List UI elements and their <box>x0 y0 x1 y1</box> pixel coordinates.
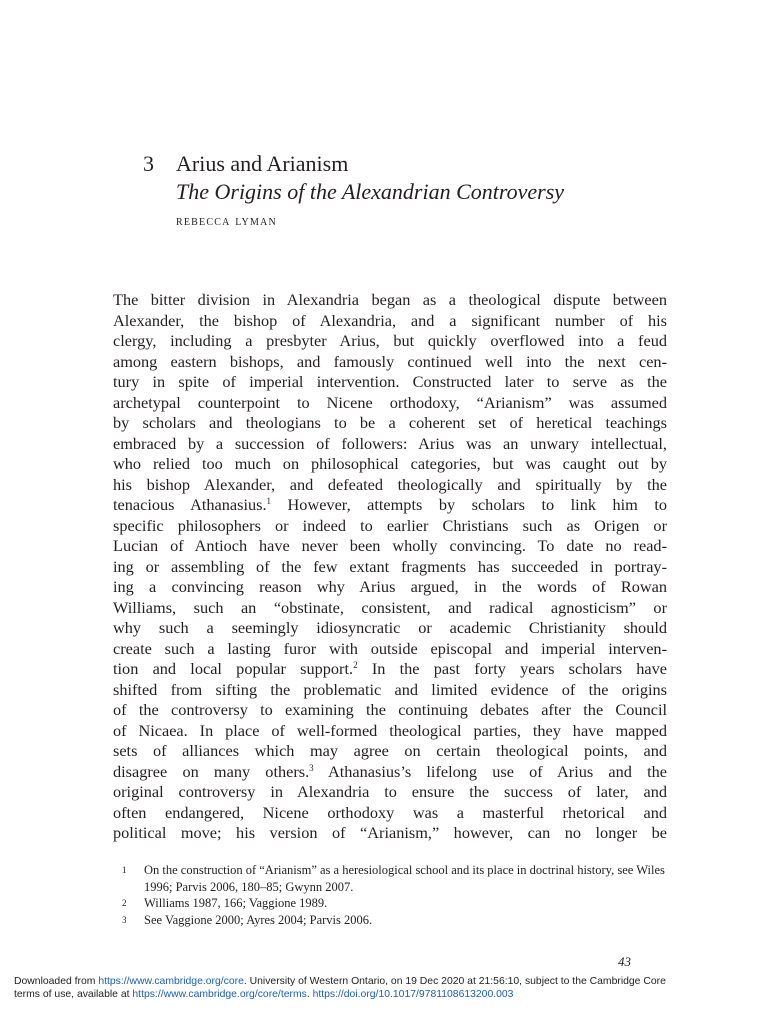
body-text-span: In the past forty years scholars have <box>357 659 667 678</box>
body-line: archetypal counterpoint to Nicene orthodoxy, “Arianism” was assumed <box>113 392 667 412</box>
body-line: among eastern bishops, and famously continued well into the next cen- <box>113 351 667 371</box>
footnote <box>122 862 668 895</box>
body-line: original controversy in Alexandria to ensure the success of later, and <box>113 782 667 801</box>
body-line: Lucian of Antioch have never been wholly convincing. To date no read- <box>113 536 667 555</box>
body-line: Alexander, the bishop of Alexandria, and a significant number of his <box>113 310 667 330</box>
body-line: his bishop Alexander, and defeated theologically and spiritually by the <box>113 474 667 494</box>
body-line: sets of alliances which may agree on certain theological points, and <box>113 741 667 760</box>
body-line: embraced by a succession of followers: Arius was an unwary intellectual, <box>113 433 667 453</box>
footnote-number: 3 <box>122 914 127 925</box>
download-prefix: Downloaded from <box>14 976 99 987</box>
body-line: specific philosophers or indeed to earlier Christians such as Origen or <box>113 515 667 535</box>
body-line: often endangered, Nicene orthodoxy was a masterful rhetorical and <box>113 802 667 822</box>
footnote-text: On the construction of “Arianism” as a heresiological school and its place in doctrinal history, see Wiles 1996; Parvis 2006, 180–85; Gwynn 2007. <box>144 863 665 894</box>
separator: . <box>306 989 313 1000</box>
body-line: tury in spite of imperial intervention. Constructed later to serve as the <box>113 372 667 391</box>
body-text-span: disagree on many others. <box>113 761 310 781</box>
footnotes <box>122 862 668 928</box>
body-line: ing or assembling of the few extant fragments has succeeded in portray- <box>113 556 667 576</box>
footnote-number: 2 <box>122 898 127 908</box>
terms-prefix: terms of use, available at <box>14 989 133 1000</box>
footnote <box>122 895 668 912</box>
chapter-subtitle: The Origins of the Alexandrian Controversy <box>176 179 565 204</box>
body-line: by scholars and theologians to be a coherent set of heretical teachings <box>113 413 667 432</box>
body-text-span: tion and local popular support. <box>113 659 354 678</box>
body-line: create such a lasting furor with outside episcopal and imperial interven- <box>113 638 667 658</box>
terms-link[interactable]: https://www.cambridge.org/core/terms <box>132 989 307 1000</box>
download-mid-text: . University of Western Ontario, on 19 Dec 2020 at 21:56:10, subject to the Cambridge Core <box>243 976 666 987</box>
download-notice-line-1 <box>14 975 754 988</box>
body-line: The bitter division in Alexandria began as a theological dispute between <box>113 290 667 309</box>
footnote-text: Williams 1987, 166; Vaggione 1989. <box>144 896 328 910</box>
chapter-number: 3 <box>143 151 154 176</box>
body-text-span: However, attempts by scholars to link him to <box>271 495 668 514</box>
body-line: political move; his version of “Arianism,” however, can no longer be <box>113 823 667 842</box>
download-notice-line-2 <box>14 988 754 1001</box>
download-notice <box>14 975 754 1001</box>
body-line: of the controversy to examining the continuing debates after the Council <box>113 700 667 719</box>
body-line: shifted from sifting the problematic and limited evidence of the origins <box>113 679 667 699</box>
chapter-title-line <box>143 150 564 178</box>
body-line: clergy, including a presbyter Arius, but quickly overflowed into a feud <box>113 331 667 350</box>
chapter-heading <box>143 150 564 232</box>
body-line: ing a convincing reason why Arius argued, in the words of Rowan <box>113 577 667 596</box>
body-text-span: Athanasius’s lifelong use of Arius and the <box>313 761 668 781</box>
footnote-ref[interactable]: 3 <box>309 762 314 773</box>
body-line: why such a seemingly idiosyncratic or academic Christianity should <box>113 618 667 637</box>
footnote-text: See Vaggione 2000; Ayres 2004; Parvis 2006. <box>144 912 373 927</box>
body-line: of Nicaea. In place of well-formed theological parties, they have mapped <box>113 720 667 740</box>
footnote-ref[interactable]: 1 <box>266 496 272 506</box>
doi-link[interactable]: https://doi.org/10.1017/9781108613200.003 <box>312 989 514 1000</box>
page-number: 43 <box>618 954 631 969</box>
body-text-span: tenacious Athanasius. <box>113 495 267 514</box>
body-line: who relied too much on philosophical categories, but was caught out by <box>113 454 667 473</box>
cambridge-core-link[interactable]: https://www.cambridge.org/core <box>98 976 244 987</box>
chapter-title: Arius and Arianism <box>176 151 349 176</box>
footnote-ref[interactable]: 2 <box>353 660 358 670</box>
body-line: Williams, such an “obstinate, consistent, and radical agnosticism” or <box>113 597 667 617</box>
footnote <box>122 912 668 929</box>
body-text <box>113 290 667 844</box>
body-line <box>113 659 667 680</box>
body-line <box>113 762 667 783</box>
footnote-number: 1 <box>122 865 127 875</box>
body-line <box>113 495 667 516</box>
chapter-author: rebecca lyman <box>176 214 277 229</box>
